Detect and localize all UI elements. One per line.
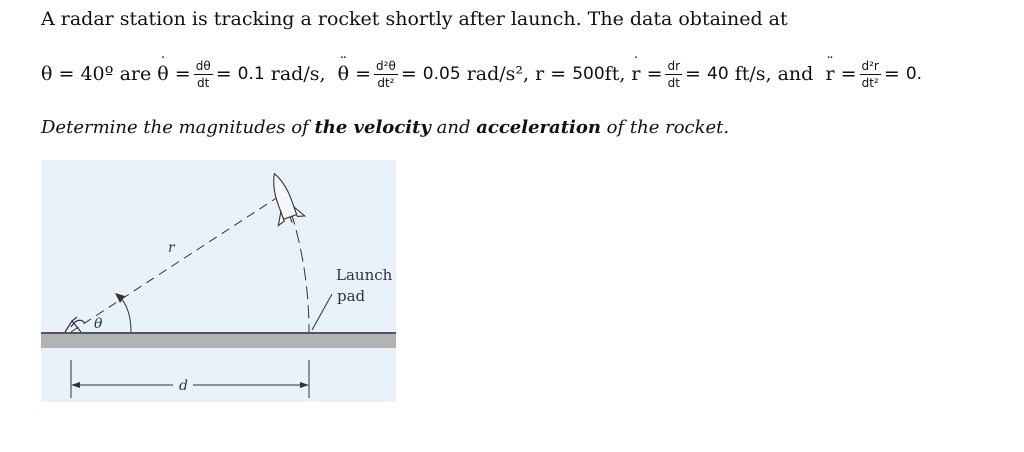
angular-acceleration-value: 0.05 — [422, 64, 461, 84]
rocket-icon — [261, 169, 305, 227]
equals-sign: = — [174, 63, 191, 85]
theta-label: θ — [94, 316, 103, 332]
dtheta-dt-fraction — [194, 60, 213, 89]
question-prefix: Determine the magnitudes of — [41, 117, 309, 138]
dimension-arrow-left — [71, 382, 80, 388]
fraction-numerator: dθ — [195, 58, 211, 73]
line-of-sight-r — [71, 195, 281, 332]
theta-value: θ = 40º are — [41, 63, 152, 85]
d2theta-dt2-fraction — [374, 60, 398, 89]
fraction-denominator: dt — [197, 75, 210, 90]
equals-sign: = — [883, 63, 900, 85]
ground-hatch — [41, 334, 396, 348]
theta-dot-symbol: θ ˙ — [157, 63, 168, 85]
equals-sign: = — [646, 63, 663, 85]
radius-unit: ft, — [604, 63, 626, 85]
dr-dt-fraction — [665, 60, 682, 89]
fraction-numerator: d²r — [861, 58, 879, 73]
question-middle: and — [436, 117, 471, 138]
fraction-denominator: dt² — [377, 75, 395, 90]
equals-sign: = — [400, 63, 417, 85]
d2r-dt2-fraction — [860, 60, 881, 89]
equals-sign: = — [840, 63, 857, 85]
r-label: r — [168, 240, 175, 256]
fraction-numerator: d²θ — [376, 58, 396, 73]
fraction-denominator: dt² — [861, 75, 879, 90]
angular-acceleration-unit: rad/s², r = — [466, 63, 567, 85]
fraction-numerator: dr — [667, 58, 681, 73]
rocket-trajectory — [291, 212, 309, 332]
angular-velocity-value: 0.1 — [237, 64, 265, 84]
question-suffix: of the rocket. — [606, 117, 730, 138]
pad-label: pad — [337, 287, 366, 305]
dimension-arrow-right — [300, 382, 309, 388]
radial-velocity-value: 40 — [707, 64, 729, 84]
problem-statement-line1: A radar station is tracking a rocket shortly after launch. The data obtained at — [41, 8, 788, 30]
question-text — [41, 117, 729, 138]
fraction-denominator: dt — [667, 75, 680, 90]
equals-sign: = — [685, 63, 701, 85]
theta-ddot-symbol: θ ¨ — [338, 63, 349, 85]
r-dot-symbol: r ˙ — [631, 63, 640, 85]
diagram-svg — [41, 160, 396, 402]
launch-pad-leader — [312, 294, 332, 330]
radial-acceleration-value: 0. — [905, 64, 923, 84]
question-acceleration: acceleration — [476, 117, 601, 138]
equals-sign: = — [215, 63, 232, 85]
d-label: d — [179, 378, 188, 394]
launch-label: Launch — [336, 266, 393, 284]
given-data-equation — [41, 52, 922, 96]
radius-value: 500 — [572, 64, 605, 84]
radial-velocity-unit: ft/s, and — [734, 63, 814, 85]
angular-velocity-unit: rad/s, — [270, 63, 326, 85]
r-ddot-symbol: r ¨ — [825, 63, 834, 85]
rocket-radar-diagram — [41, 160, 396, 402]
question-velocity: the velocity — [314, 117, 431, 138]
equals-sign: = — [355, 63, 372, 85]
